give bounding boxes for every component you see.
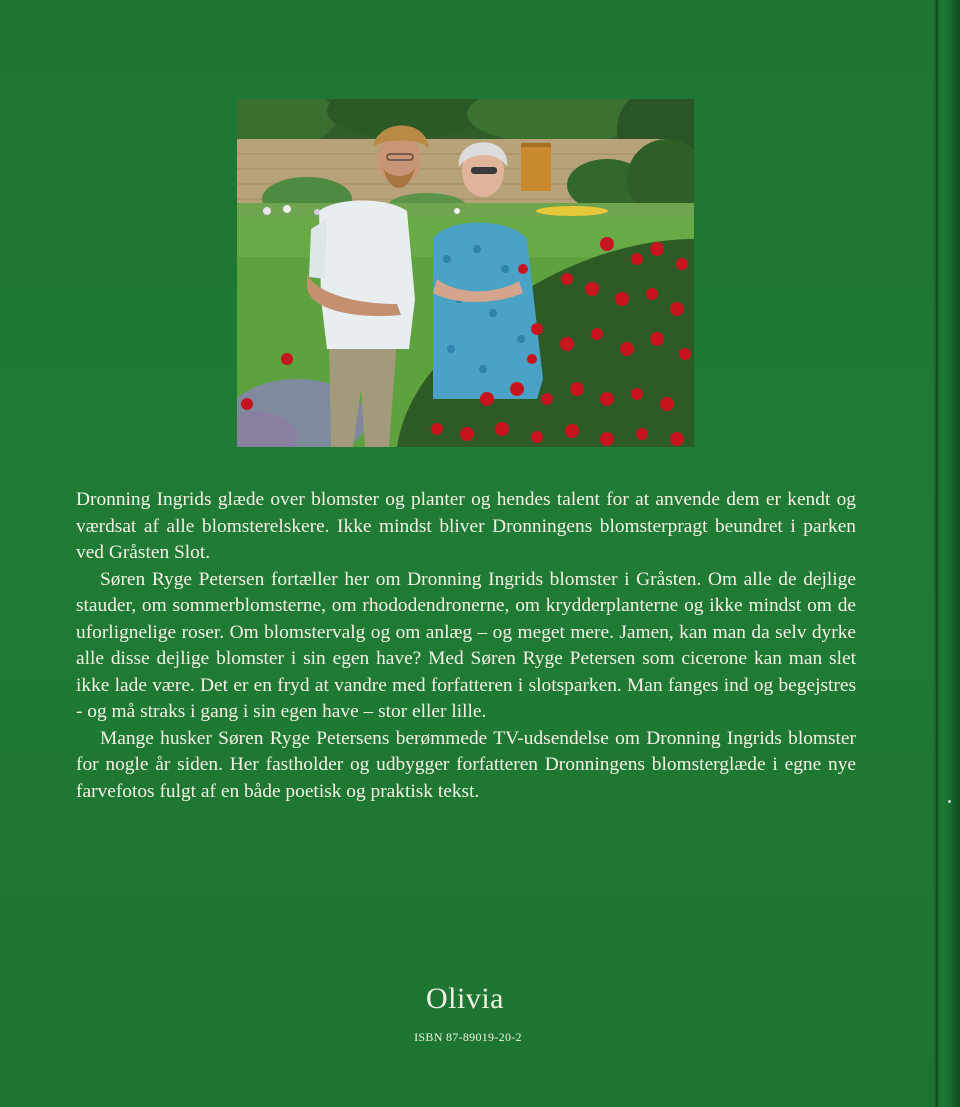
cover-speck <box>948 800 951 803</box>
blurb-paragraph-3: Mange husker Søren Ryge Petersens berømmede TV-udsendelse om Dronning Ingrids blomster for nogle år siden. Her fastholder og udbygger forfatteren Dronningens blomsterglæde i egne nye farvefotos fulgt af en både poetisk og praktisk tekst. <box>76 727 856 802</box>
garden-photo <box>237 99 694 447</box>
isbn-number: ISBN 87-89019-20-2 <box>414 1030 522 1044</box>
blurb-text <box>76 487 856 805</box>
blurb-paragraph-1: Dronning Ingrids glæde over blomster og planter og hendes talent for at anvende dem er kendt og værdsat af alle blomsterelskere. Ikke mindst bliver Dronningens blomsterpragt beundret i parken ved Gråsten Slot. <box>76 489 856 563</box>
spine-line <box>936 0 938 1107</box>
publisher-name: Olivia <box>426 982 504 1015</box>
garden-photo-illustration <box>237 99 694 447</box>
blurb-paragraph-2: Søren Ryge Petersen fortæller her om Dronning Ingrids blomster i Gråsten. Om alle de dejlige stauder, om sommerblomsterne, om rhododendronerne, om krydderplanterne og ikke mindst om de uforlignelige roser. Om blomstervalg og om anlæg – og meget mere. Jamen, kan man da selv dyrke alle disse dejlige blomster i sin egen have? Med Søren Ryge Petersen som cicerone kan man slet ikke lade være. Det er en fryd at vandre med forfatteren i slotsparken. Man fanges ind og begejstres - og må straks i gang i sin egen have – stor eller lille. <box>76 568 856 722</box>
